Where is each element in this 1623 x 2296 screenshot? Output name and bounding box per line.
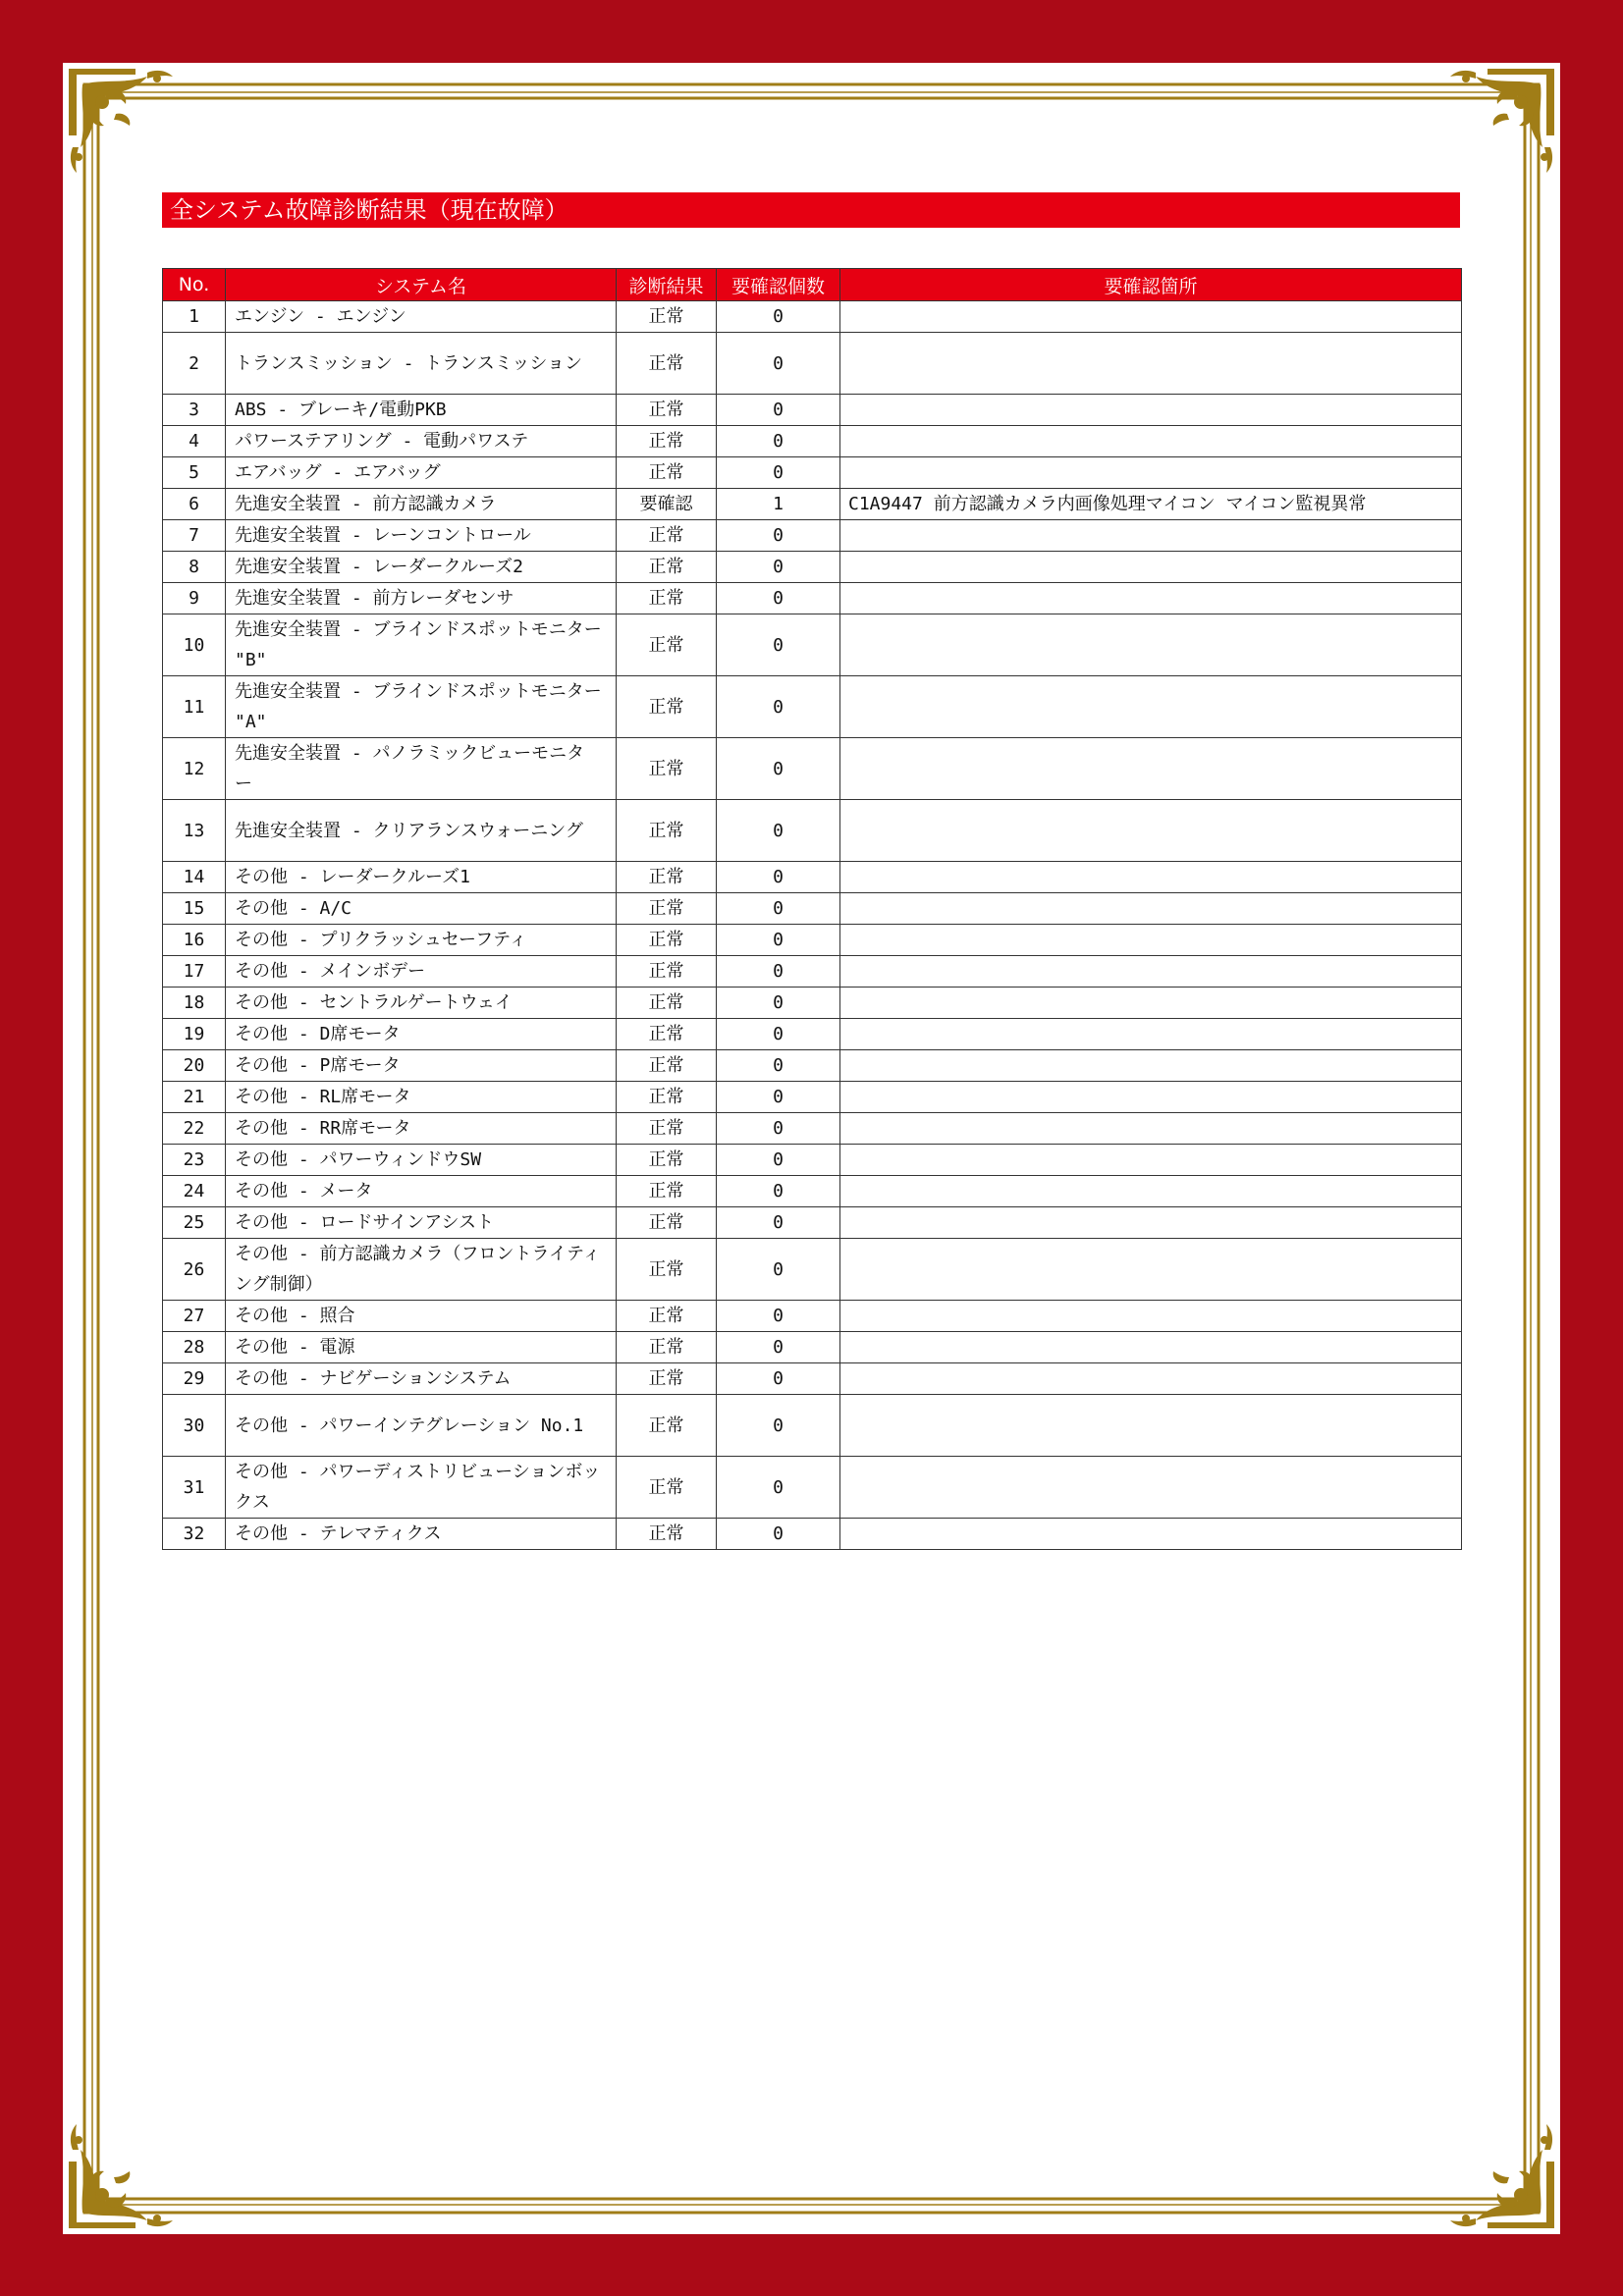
cell-no: 29 bbox=[163, 1363, 226, 1395]
table-row bbox=[163, 862, 1462, 893]
table-row bbox=[163, 893, 1462, 925]
cell-system: その他 - セントラルゲートウェイ bbox=[226, 988, 617, 1019]
cell-result: 正常 bbox=[617, 1363, 717, 1395]
cell-system: 先進安全装置 - ブラインドスポットモニター "A" bbox=[226, 676, 617, 738]
cell-location bbox=[840, 1457, 1462, 1519]
cell-location bbox=[840, 1395, 1462, 1457]
cell-count: 0 bbox=[717, 1363, 840, 1395]
cell-location bbox=[840, 614, 1462, 676]
cell-count: 0 bbox=[717, 1113, 840, 1145]
cell-no: 3 bbox=[163, 395, 226, 426]
cell-system: トランスミッション - トランスミッション bbox=[226, 333, 617, 395]
cell-count: 0 bbox=[717, 988, 840, 1019]
cell-location bbox=[840, 893, 1462, 925]
cell-no: 24 bbox=[163, 1176, 226, 1207]
report-page bbox=[63, 63, 1560, 2234]
cell-count: 0 bbox=[717, 925, 840, 956]
cell-location bbox=[840, 800, 1462, 862]
cell-result: 正常 bbox=[617, 676, 717, 738]
table-row bbox=[163, 1519, 1462, 1550]
cell-count: 0 bbox=[717, 1301, 840, 1332]
table-row bbox=[163, 1050, 1462, 1082]
corner-ornament-icon bbox=[1450, 2124, 1554, 2228]
cell-system: その他 - ロードサインアシスト bbox=[226, 1207, 617, 1239]
table-row bbox=[163, 457, 1462, 489]
cell-location bbox=[840, 301, 1462, 333]
cell-no: 32 bbox=[163, 1519, 226, 1550]
cell-system: その他 - 電源 bbox=[226, 1332, 617, 1363]
cell-count: 0 bbox=[717, 1082, 840, 1113]
cell-system: その他 - RR席モータ bbox=[226, 1113, 617, 1145]
cell-result: 正常 bbox=[617, 1113, 717, 1145]
cell-result: 正常 bbox=[617, 925, 717, 956]
cell-location bbox=[840, 1301, 1462, 1332]
cell-result: 正常 bbox=[617, 333, 717, 395]
cell-location bbox=[840, 552, 1462, 583]
cell-location bbox=[840, 738, 1462, 800]
cell-location bbox=[840, 457, 1462, 489]
cell-count: 0 bbox=[717, 1176, 840, 1207]
cell-system: エアバッグ - エアバッグ bbox=[226, 457, 617, 489]
table-row bbox=[163, 614, 1462, 676]
cell-system: その他 - 前方認識カメラ（フロントライティング制御） bbox=[226, 1239, 617, 1301]
column-header-system: システム名 bbox=[226, 269, 617, 301]
cell-count: 0 bbox=[717, 862, 840, 893]
cell-no: 11 bbox=[163, 676, 226, 738]
cell-result: 正常 bbox=[617, 862, 717, 893]
table-row bbox=[163, 520, 1462, 552]
report-title: 全システム故障診断結果（現在故障） bbox=[162, 192, 1460, 228]
cell-result: 正常 bbox=[617, 1332, 717, 1363]
table-row bbox=[163, 1301, 1462, 1332]
cell-count: 0 bbox=[717, 333, 840, 395]
table-row bbox=[163, 489, 1462, 520]
cell-count: 0 bbox=[717, 1145, 840, 1176]
cell-no: 4 bbox=[163, 426, 226, 457]
cell-no: 30 bbox=[163, 1395, 226, 1457]
cell-result: 正常 bbox=[617, 1082, 717, 1113]
cell-location bbox=[840, 925, 1462, 956]
table-row bbox=[163, 1457, 1462, 1519]
cell-system: その他 - RL席モータ bbox=[226, 1082, 617, 1113]
cell-location bbox=[840, 333, 1462, 395]
cell-system: その他 - パワーディストリビューションボックス bbox=[226, 1457, 617, 1519]
cell-location bbox=[840, 676, 1462, 738]
cell-count: 0 bbox=[717, 583, 840, 614]
cell-location bbox=[840, 583, 1462, 614]
cell-result: 正常 bbox=[617, 614, 717, 676]
cell-count: 0 bbox=[717, 1457, 840, 1519]
cell-location bbox=[840, 1176, 1462, 1207]
table-row bbox=[163, 676, 1462, 738]
table-row bbox=[163, 988, 1462, 1019]
cell-location bbox=[840, 1113, 1462, 1145]
table-row bbox=[163, 1207, 1462, 1239]
cell-result: 正常 bbox=[617, 1239, 717, 1301]
cell-result: 正常 bbox=[617, 1395, 717, 1457]
cell-system: その他 - パワーウィンドウSW bbox=[226, 1145, 617, 1176]
cell-system: その他 - テレマティクス bbox=[226, 1519, 617, 1550]
table-row bbox=[163, 1363, 1462, 1395]
cell-location bbox=[840, 1050, 1462, 1082]
cell-no: 25 bbox=[163, 1207, 226, 1239]
cell-count: 0 bbox=[717, 1395, 840, 1457]
cell-result: 正常 bbox=[617, 800, 717, 862]
table-row bbox=[163, 925, 1462, 956]
cell-result: 正常 bbox=[617, 1207, 717, 1239]
cell-count: 0 bbox=[717, 956, 840, 988]
cell-system: パワーステアリング - 電動パワステ bbox=[226, 426, 617, 457]
cell-system: その他 - D席モータ bbox=[226, 1019, 617, 1050]
cell-count: 0 bbox=[717, 395, 840, 426]
cell-system: 先進安全装置 - レーダークルーズ2 bbox=[226, 552, 617, 583]
cell-no: 12 bbox=[163, 738, 226, 800]
cell-count: 0 bbox=[717, 1239, 840, 1301]
corner-ornament-icon bbox=[69, 2124, 173, 2228]
column-header-no: No. bbox=[163, 269, 226, 301]
cell-no: 7 bbox=[163, 520, 226, 552]
cell-location bbox=[840, 1207, 1462, 1239]
cell-no: 27 bbox=[163, 1301, 226, 1332]
corner-ornament-icon bbox=[1450, 69, 1554, 173]
cell-location bbox=[840, 1019, 1462, 1050]
cell-result: 要確認 bbox=[617, 489, 717, 520]
cell-result: 正常 bbox=[617, 1176, 717, 1207]
cell-result: 正常 bbox=[617, 1019, 717, 1050]
cell-result: 正常 bbox=[617, 893, 717, 925]
cell-count: 0 bbox=[717, 800, 840, 862]
cell-location bbox=[840, 988, 1462, 1019]
cell-location bbox=[840, 1363, 1462, 1395]
cell-count: 0 bbox=[717, 738, 840, 800]
cell-result: 正常 bbox=[617, 552, 717, 583]
cell-no: 6 bbox=[163, 489, 226, 520]
cell-no: 21 bbox=[163, 1082, 226, 1113]
cell-no: 9 bbox=[163, 583, 226, 614]
cell-location bbox=[840, 395, 1462, 426]
cell-system: 先進安全装置 - ブラインドスポットモニター "B" bbox=[226, 614, 617, 676]
cell-count: 0 bbox=[717, 520, 840, 552]
table-row bbox=[163, 1082, 1462, 1113]
cell-system: エンジン - エンジン bbox=[226, 301, 617, 333]
table-row bbox=[163, 1019, 1462, 1050]
cell-no: 13 bbox=[163, 800, 226, 862]
cell-location bbox=[840, 862, 1462, 893]
cell-system: その他 - プリクラッシュセーフティ bbox=[226, 925, 617, 956]
cell-count: 1 bbox=[717, 489, 840, 520]
cell-count: 0 bbox=[717, 1207, 840, 1239]
cell-location bbox=[840, 1332, 1462, 1363]
cell-no: 2 bbox=[163, 333, 226, 395]
cell-result: 正常 bbox=[617, 395, 717, 426]
cell-count: 0 bbox=[717, 893, 840, 925]
table-row bbox=[163, 1239, 1462, 1301]
cell-result: 正常 bbox=[617, 301, 717, 333]
column-header-location: 要確認箇所 bbox=[840, 269, 1462, 301]
cell-no: 5 bbox=[163, 457, 226, 489]
cell-result: 正常 bbox=[617, 738, 717, 800]
cell-system: その他 - メインボデー bbox=[226, 956, 617, 988]
cell-system: その他 - P席モータ bbox=[226, 1050, 617, 1082]
cell-system: 先進安全装置 - 前方認識カメラ bbox=[226, 489, 617, 520]
cell-no: 28 bbox=[163, 1332, 226, 1363]
cell-location bbox=[840, 1082, 1462, 1113]
table-header-row bbox=[163, 269, 1462, 301]
table-row bbox=[163, 552, 1462, 583]
table-row bbox=[163, 333, 1462, 395]
cell-system: その他 - 照合 bbox=[226, 1301, 617, 1332]
cell-location bbox=[840, 1239, 1462, 1301]
table-row bbox=[163, 738, 1462, 800]
cell-system: 先進安全装置 - 前方レーダセンサ bbox=[226, 583, 617, 614]
cell-no: 19 bbox=[163, 1019, 226, 1050]
cell-result: 正常 bbox=[617, 1519, 717, 1550]
table-row bbox=[163, 301, 1462, 333]
cell-result: 正常 bbox=[617, 1301, 717, 1332]
table-row bbox=[163, 1176, 1462, 1207]
cell-no: 15 bbox=[163, 893, 226, 925]
cell-count: 0 bbox=[717, 426, 840, 457]
cell-location bbox=[840, 956, 1462, 988]
cell-system: 先進安全装置 - パノラミックビューモニター bbox=[226, 738, 617, 800]
table-row bbox=[163, 956, 1462, 988]
cell-system: ABS - ブレーキ/電動PKB bbox=[226, 395, 617, 426]
cell-no: 18 bbox=[163, 988, 226, 1019]
cell-result: 正常 bbox=[617, 956, 717, 988]
column-header-count: 要確認個数 bbox=[717, 269, 840, 301]
cell-no: 8 bbox=[163, 552, 226, 583]
table-row bbox=[163, 1395, 1462, 1457]
cell-result: 正常 bbox=[617, 426, 717, 457]
table-row bbox=[163, 1113, 1462, 1145]
table-row bbox=[163, 1145, 1462, 1176]
cell-no: 14 bbox=[163, 862, 226, 893]
cell-system: その他 - パワーインテグレーション No.1 bbox=[226, 1395, 617, 1457]
table-row bbox=[163, 426, 1462, 457]
cell-system: 先進安全装置 - レーンコントロール bbox=[226, 520, 617, 552]
cell-location bbox=[840, 426, 1462, 457]
cell-count: 0 bbox=[717, 614, 840, 676]
cell-no: 23 bbox=[163, 1145, 226, 1176]
cell-system: その他 - ナビゲーションシステム bbox=[226, 1363, 617, 1395]
cell-system: その他 - メータ bbox=[226, 1176, 617, 1207]
cell-count: 0 bbox=[717, 457, 840, 489]
cell-count: 0 bbox=[717, 1332, 840, 1363]
column-header-result: 診断結果 bbox=[617, 269, 717, 301]
cell-location bbox=[840, 1145, 1462, 1176]
cell-no: 20 bbox=[163, 1050, 226, 1082]
corner-ornament-icon bbox=[69, 69, 173, 173]
cell-result: 正常 bbox=[617, 1145, 717, 1176]
cell-result: 正常 bbox=[617, 988, 717, 1019]
cell-no: 26 bbox=[163, 1239, 226, 1301]
table-row bbox=[163, 800, 1462, 862]
cell-count: 0 bbox=[717, 1019, 840, 1050]
cell-no: 1 bbox=[163, 301, 226, 333]
table-row bbox=[163, 583, 1462, 614]
cell-result: 正常 bbox=[617, 1050, 717, 1082]
cell-location: C1A9447 前方認識カメラ内画像処理マイコン マイコン監視異常 bbox=[840, 489, 1462, 520]
cell-no: 17 bbox=[163, 956, 226, 988]
cell-result: 正常 bbox=[617, 583, 717, 614]
cell-count: 0 bbox=[717, 1519, 840, 1550]
cell-count: 0 bbox=[717, 676, 840, 738]
table-row bbox=[163, 395, 1462, 426]
cell-no: 16 bbox=[163, 925, 226, 956]
cell-count: 0 bbox=[717, 1050, 840, 1082]
diagnosis-table bbox=[162, 268, 1462, 1550]
cell-count: 0 bbox=[717, 552, 840, 583]
cell-location bbox=[840, 1519, 1462, 1550]
cell-result: 正常 bbox=[617, 457, 717, 489]
cell-count: 0 bbox=[717, 301, 840, 333]
cell-no: 31 bbox=[163, 1457, 226, 1519]
cell-system: その他 - A/C bbox=[226, 893, 617, 925]
cell-system: その他 - レーダークルーズ1 bbox=[226, 862, 617, 893]
cell-result: 正常 bbox=[617, 1457, 717, 1519]
cell-result: 正常 bbox=[617, 520, 717, 552]
cell-location bbox=[840, 520, 1462, 552]
cell-no: 10 bbox=[163, 614, 226, 676]
cell-system: 先進安全装置 - クリアランスウォーニング bbox=[226, 800, 617, 862]
cell-no: 22 bbox=[163, 1113, 226, 1145]
table-row bbox=[163, 1332, 1462, 1363]
